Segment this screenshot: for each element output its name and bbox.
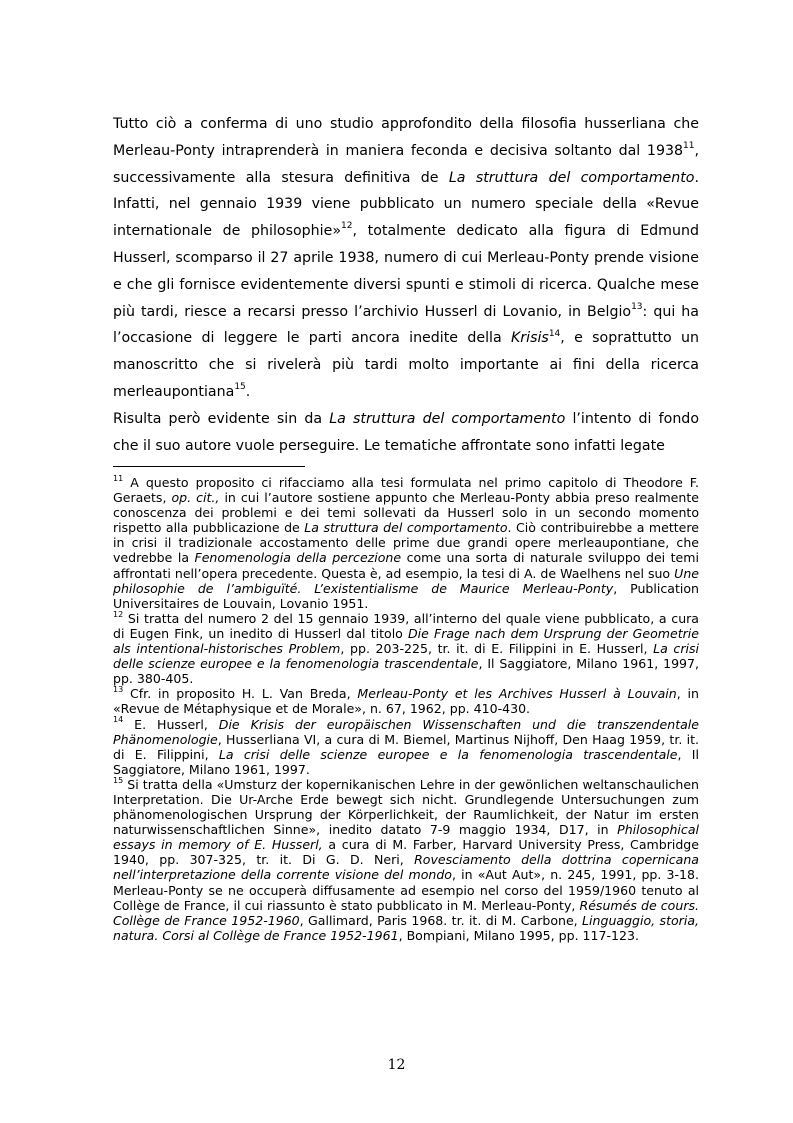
footnote-ref-12[interactable]: 12 <box>341 221 353 232</box>
italic-text: Die Frage nach dem Ursprung der Geometrie als intentional-historisches Problem <box>113 625 699 657</box>
footnotes <box>113 475 699 943</box>
footnote-ref-11[interactable]: 11 <box>683 141 695 152</box>
footnote-14 <box>113 717 699 777</box>
italic-text: op. cit., <box>171 490 220 506</box>
text-span: in cui l’autore sostiene appunto che Merleau-Ponty abbia preso realmente conoscenza dei problemi e dei temi sollevati da Husserl solo in un secondo momento rispetto alla pubblicazione de <box>113 490 699 536</box>
text-span: : qui ha l’occasione di leggere le parti ancora inedite della <box>113 303 699 347</box>
footnote-13 <box>113 686 699 716</box>
text-span: E. Husserl, <box>123 716 219 732</box>
footnote-ref-13[interactable]: 13 <box>631 301 643 312</box>
text-span: , Il Saggiatore, Milano 1961, 1997. <box>113 746 699 777</box>
text-span: . Infatti, nel gennaio 1939 viene pubblicato un numero speciale della «Revue internationale de philosophie» <box>113 169 699 240</box>
text-span: , Husserliana VI, a cura di M. Biemel, Martinus Nijhoff, Den Haag 1959, tr. it. di E. Filippini, <box>113 731 699 762</box>
text-span: , Il Saggiatore, Milano 1961, 1997, pp. 380-405. <box>113 656 700 687</box>
text-span: , in «Revue de Métaphysique et de Morale», n. 67, 1962, pp. 410-430. <box>113 686 699 717</box>
text-span: , pp. 203-225, tr. it. di E. Filippini in E. Husserl, <box>340 641 654 657</box>
text-span: l’intento di fondo che il suo autore vuole perseguire. Le tematiche affrontate sono infatti legate <box>113 410 699 454</box>
text-span: Si tratta del numero 2 del 15 gennaio 1939, all’interno del quale viene pubblicato, a cura di Eugen Fink, un inedito di Husserl dal titolo <box>113 610 699 641</box>
footnote-11 <box>113 475 699 611</box>
footnote-15 <box>113 777 699 943</box>
paragraph-1 <box>113 111 699 406</box>
book-title: La struttura del comportamento <box>329 410 566 427</box>
text-span: Tutto ciò a conferma di uno studio approfondito della filosofia husserliana che Merleau-Ponty intraprenderà in maniera feconda e decisiva soltanto dal 1938 <box>113 116 699 159</box>
italic-text: Die Krisis der europäischen Wissenschaften und die transzendentale Phänomenologie <box>113 716 700 747</box>
footnote-12 <box>113 611 699 686</box>
text-span: , e soprattutto un manoscritto che si rivelerà più tardi molto importante ai fini della ricerca merleaupontiana <box>113 330 699 400</box>
text-span: A questo proposito ci rifacciamo alla tesi formulata nel primo capitolo di Theodore F. Geraets, <box>113 475 699 506</box>
text-span: Si tratta della «Umsturz der kopernikanischen Lehre in der gewönlichen weltanschaulichen Interpretation. Die Ur-Arche Erde bewegt sich nicht. Grundlegende Untersuchungen zum phänomenologischen Ursprung der Körperlichkeit, der Raumlichkeit, der Natur im ersten naturwissenschaftlichen Sinne», inedito datato 7-9 maggio 1934, D17, in <box>113 776 699 838</box>
footnote-number: 12 <box>113 609 124 619</box>
book-title: La struttura del comportamento <box>448 169 695 186</box>
book-title: Krisis <box>511 330 549 347</box>
italic-text: Merleau-Ponty et les Archives Husserl à Louvain <box>357 686 677 702</box>
footnote-number: 13 <box>113 685 124 695</box>
italic-text: Résumés de cours. Collège de France 1952-1960 <box>113 897 699 928</box>
italic-text: Une philosophie de l’ambiguïté. L’existentialisme de Maurice Merleau-Ponty <box>113 565 699 596</box>
page-number: 12 <box>387 1057 406 1073</box>
italic-text: Fenomenologia della percezione <box>194 550 402 566</box>
text-span: , in «Aut Aut», n. 245, 1991, pp. 3-18. Merleau-Ponty se ne occuperà diffusamente ad esempio nel corso del 1959/1960 tenuto al Collège de France, il cui riassunto è stato pubblicato in M. Merleau-Ponty, <box>113 867 699 913</box>
footnote-number: 11 <box>113 473 124 483</box>
text-span: , Publication Universitaires de Louvain, Lovanio 1951. <box>113 580 699 611</box>
text-span: . Ciò contribuirebbe a mettere in crisi il tradizionale accostamento delle prime due grandi opere merleaupontiane, che vedrebbe la <box>113 520 699 566</box>
text-span: , Bompiani, Milano 1995, pp. 117-123. <box>398 927 639 943</box>
text-span: Risulta però evidente sin da <box>113 410 330 427</box>
footnote-ref-14[interactable]: 14 <box>548 328 561 339</box>
italic-text: La crisi delle scienze europee e la fenomenologia trascendentale <box>113 641 699 672</box>
paragraph-2 <box>113 406 699 460</box>
text-span: Cfr. in proposito H. L. Van Breda, <box>123 686 358 702</box>
footnote-number: 14 <box>113 715 124 725</box>
text-span: , successivamente alla stesura definitiva de <box>113 142 699 186</box>
italic-text: Linguaggio, storia, natura. Corsi al Collège de France 1952-1961 <box>113 912 699 943</box>
italic-text: Philosophical essays in memory of E. Husserl, <box>113 822 699 853</box>
italic-text: Rovesciamento della dottrina copernicana nell’interpretazione della corrente visione del mondo <box>113 852 699 883</box>
footnote-number: 15 <box>113 775 124 785</box>
text-span: , totalmente dedicato alla figura di Edmund Husserl, scomparso il 27 aprile 1938, numero di cui Merleau-Ponty prende visione e che gli fornisce evidentemente diversi spunti e stimoli di ricerca. Qualche mese più tardi, riesce a recarsi presso l’archivio Husserl di Lovanio, in Belgio <box>113 223 699 320</box>
footnote-separator <box>113 466 305 467</box>
footnote-ref-15[interactable]: 15 <box>234 382 246 393</box>
text-span: come una sorta di naturale sviluppo dei temi affrontati nell’opera precedente. Questa è, ad esempio, la tesi di A. de Waelhens nel suo <box>113 550 699 581</box>
text-span: a cura di M. Farber, Harvard University Press, Cambridge 1940, pp. 307-325, tr. it. Di G. D. Neri, <box>113 837 699 868</box>
main-text <box>113 111 699 459</box>
italic-text: La struttura del comportamento <box>304 520 508 536</box>
text-span: , Gallimard, Paris 1968. tr. it. di M. Carbone, <box>299 912 583 928</box>
text-span: . <box>245 383 251 400</box>
italic-text: La crisi delle scienze europee e la fenomenologia trascendentale <box>218 746 678 762</box>
